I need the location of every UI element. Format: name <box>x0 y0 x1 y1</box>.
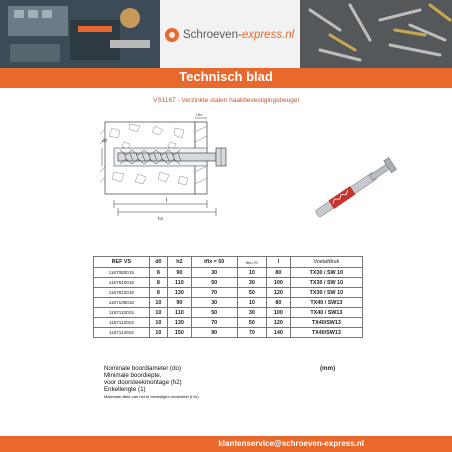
col-voetafdruk: Voetafdruk <box>290 257 362 268</box>
cell-d0: 8 <box>149 268 167 278</box>
cell-tfix50: 50 <box>191 308 237 318</box>
cell-voetafdruk: TX40 / SW13 <box>290 308 362 318</box>
brand-logo[interactable] <box>165 28 294 42</box>
cell-tfix50: 50 <box>191 278 237 288</box>
cell-tfix70: 70 <box>237 328 266 338</box>
dim-d0-label: d0 <box>102 138 108 143</box>
cell-h2: 90 <box>168 268 192 278</box>
cell-l: 100 <box>267 278 291 288</box>
page-title: Technisch blad <box>179 69 273 84</box>
note-line: Nominale boordiameter (do) <box>104 365 182 372</box>
cell-l: 80 <box>267 268 291 278</box>
cell-voetafdruk: TX30 / SW 10 <box>290 288 362 298</box>
legend-notes <box>104 365 199 400</box>
cell-h2: 130 <box>168 318 192 328</box>
col-tfix70: tfix=70 <box>237 257 266 268</box>
cell-voetafdruk: TX30 / SW 10 <box>290 268 362 278</box>
logo-icon <box>165 28 179 42</box>
cell-l: 140 <box>267 328 291 338</box>
cell-h2: 110 <box>168 278 192 288</box>
cell-ref: 1167112015 <box>94 318 150 328</box>
cell-tfix50: 70 <box>191 288 237 298</box>
col-d0: d0 <box>149 257 167 268</box>
cell-tfix70: 50 <box>237 288 266 298</box>
cell-tfix70: 10 <box>237 298 266 308</box>
table-row <box>94 278 363 288</box>
cell-d0: 10 <box>149 308 167 318</box>
col-tfix50: tfix = 50 <box>191 257 237 268</box>
cell-voetafdruk: TX30 / SW 10 <box>290 278 362 288</box>
cell-tfix50: 90 <box>191 328 237 338</box>
anchor-product-image <box>305 145 405 235</box>
cell-h2: 110 <box>168 308 192 318</box>
col-h2: h2 <box>168 257 192 268</box>
unit-label: (mm) <box>320 365 336 372</box>
dim-tfix-label: t fix <box>196 112 203 117</box>
cell-l: 100 <box>267 308 291 318</box>
cell-voetafdruk: TX40 / SW13 <box>290 298 362 308</box>
table-row <box>94 268 363 278</box>
cell-l: 120 <box>267 318 291 328</box>
cell-d0: 8 <box>149 288 167 298</box>
cell-tfix70: 50 <box>237 318 266 328</box>
note-line: voor doorsteekmontage (h2) <box>104 379 182 386</box>
cell-d0: 10 <box>149 318 167 328</box>
cell-d0: 10 <box>149 298 167 308</box>
table-header-row <box>94 257 363 268</box>
cell-voetafdruk: TX40/SW13 <box>290 318 362 328</box>
cell-tfix50: 30 <box>191 298 237 308</box>
cell-tfix50: 70 <box>191 318 237 328</box>
cell-ref: 1167812015 <box>94 288 150 298</box>
spec-table <box>93 256 363 338</box>
brand-name <box>183 29 294 41</box>
note-small: Maximale dikte van het te bevestigen onderdeel (t fix) <box>104 394 199 399</box>
col-l: l <box>267 257 291 268</box>
table-row <box>94 288 363 298</box>
dim-h2-label: h2 <box>158 216 164 221</box>
cell-ref: 1167110015 <box>94 308 150 318</box>
cell-l: 80 <box>267 298 291 308</box>
cell-tfix70: 10 <box>237 268 266 278</box>
cell-h2: 90 <box>168 298 192 308</box>
note-line: Minimale boordiepte. <box>104 372 162 379</box>
brand-name-main: Schroeven- <box>183 29 242 41</box>
cell-ref: 1167108015 <box>94 298 150 308</box>
product-subtitle: VS1167 - Verzinkte stalen haakbevestigingsbeugel <box>153 97 299 104</box>
dim-l-label: l <box>166 198 168 204</box>
cell-tfix70: 30 <box>237 278 266 288</box>
header-photo-tools <box>0 0 160 68</box>
table-row <box>94 308 363 318</box>
cell-l: 120 <box>267 288 291 298</box>
cell-voetafdruk: TX40/SW13 <box>290 328 362 338</box>
cell-ref: 1167810015 <box>94 278 150 288</box>
table-row <box>94 328 363 338</box>
brand-name-accent: express.nl <box>241 29 295 41</box>
table-row <box>94 318 363 328</box>
cell-tfix70: 30 <box>237 308 266 318</box>
cell-d0: 10 <box>149 328 167 338</box>
cell-h2: 130 <box>168 288 192 298</box>
col-ref: REF VS <box>94 257 150 268</box>
cell-h2: 150 <box>168 328 192 338</box>
cell-d0: 8 <box>149 278 167 288</box>
cell-ref: 1167080015 <box>94 268 150 278</box>
header-photo-screws <box>300 0 452 68</box>
note-line: Enkellengte (1) <box>104 386 146 393</box>
technical-drawing <box>100 112 280 222</box>
table-row <box>94 298 363 308</box>
cell-tfix50: 30 <box>191 268 237 278</box>
cell-ref: 1167114015 <box>94 328 150 338</box>
footer-email-link[interactable]: klantenservice@schroeven-express.nl <box>218 439 364 448</box>
